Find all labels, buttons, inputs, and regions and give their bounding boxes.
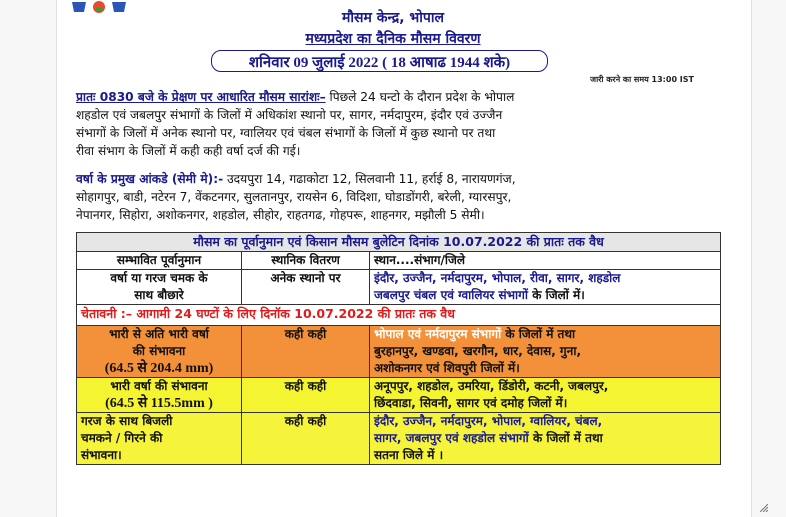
warning-location-line: भोपाल एवं नर्मदापुरम संभागों bbox=[374, 327, 502, 341]
warning-distribution: कही कही bbox=[242, 378, 370, 413]
warning-location bbox=[370, 326, 721, 378]
issue-time: जारी करने का समय 13:00 IST bbox=[590, 75, 694, 84]
warning-banner: चेतावनी :– आगामी 24 घण्टों के लिए दिनॉक 10.07.2022 की प्रातः तक वैध bbox=[77, 305, 721, 326]
warning-label-line: चमकने / गिरने की bbox=[81, 431, 163, 445]
rainfall-line: नेपानगर, सिहोरा, अशोकनगर, शहडोल, सीहोर, राहतगढ, गोहपरू, शाहनगर, मझौली 5 सेमी। bbox=[76, 208, 485, 222]
warning-location bbox=[370, 378, 721, 413]
forecast-possible-line: साथ बौछारे bbox=[134, 288, 184, 302]
forecast-header-row bbox=[77, 252, 721, 270]
warning-label-line: संभावना। bbox=[81, 448, 122, 462]
summary-line: शहडोल एवं जबलपुर संभागों के जिलों में अधिकांश स्थानो पर, सागर, नर्मदापुरम, इंदौर एवं उज्जैन bbox=[76, 108, 503, 122]
warning-banner-row bbox=[77, 305, 721, 326]
warning-location-line: अनूपपुर, शहडोल, उमरिया, डिंडोरी, कटनी, जबलपुर, bbox=[374, 379, 609, 393]
warning-label-line: गरज के साथ बिजली bbox=[81, 414, 173, 428]
warning-location-line: अशोकनगर एवं शिवपुरी जिलों में। bbox=[374, 361, 520, 375]
header-possible: सम्भावित पूर्वानुमान bbox=[77, 252, 242, 270]
warning-location-line: इंदौर, उज्जैन, नर्मदापुरम, भोपाल, ग्वालियर, चंबल, bbox=[374, 414, 603, 428]
warning-distribution: कही कही bbox=[242, 413, 370, 465]
warning-label bbox=[77, 413, 242, 465]
warning-location-line: बुरहानपुर, खण्डवा, खरगौन, धार, देवास, गुना, bbox=[374, 344, 582, 358]
rainfall-lead: वर्षा के प्रमुख आंकडे (सेमी मे):- bbox=[76, 172, 224, 186]
page-title: मौसम केन्द्र, भोपाल bbox=[342, 10, 444, 26]
summary-line: पिछले 24 घन्टो के दौरान प्रदेश के भोपाल bbox=[329, 90, 515, 104]
forecast-location-line: इंदौर, उज्जैन, नर्मदापुरम, भोपाल, रीवा, सागर, शहडोल bbox=[374, 271, 621, 285]
forecast-banner-row bbox=[77, 233, 721, 252]
forecast-banner: मौसम का पूर्वानुमान एवं किसान मौसम बुलेटिन दिनांक 10.07.2022 की प्रातः तक वैध bbox=[77, 233, 721, 252]
resize-handle-icon[interactable] bbox=[760, 504, 768, 512]
warning-location-line: छिंदवाडा, सिवनी, सागर एवं दमोह जिलों में। bbox=[374, 396, 568, 410]
summary-lead: प्रातः 0830 बजे के प्रेक्षण पर आधारित मौसम सारांशः– bbox=[76, 90, 326, 104]
warning-location bbox=[370, 413, 721, 465]
warning-label bbox=[77, 378, 242, 413]
page-subtitle: मध्यप्रदेश का दैनिक मौसम विवरण bbox=[305, 31, 481, 47]
date-line: शनिवार 09 जुलाई 2022 ( 18 आषाढ 1944 शके) bbox=[248, 55, 511, 71]
forecast-location bbox=[370, 270, 721, 305]
forecast-location-suffix: के जिलों में। bbox=[528, 288, 585, 302]
warning-label-line: भारी वर्षा की संभावना bbox=[110, 379, 208, 393]
header-location: स्थान....संभाग/जिले bbox=[370, 252, 721, 270]
warning-row-heavy bbox=[77, 378, 721, 413]
warning-label-line: भारी से अति भारी वर्षा bbox=[109, 327, 209, 341]
summary-line: संभागों के जिलों में अनेक स्थानो पर, ग्वालियर एवं चंबल संभागों के जिलों में कुछ स्थानो पर तथा bbox=[76, 126, 496, 140]
warning-location-suffix: के जिलों में तथा bbox=[501, 327, 576, 341]
forecast-possible bbox=[77, 270, 242, 305]
warning-label bbox=[77, 326, 242, 378]
weather-summary bbox=[76, 88, 716, 160]
warning-range: (64.5 से 115.5mm ) bbox=[105, 396, 213, 411]
warning-location-line: सतना जिले में । bbox=[374, 448, 444, 462]
warning-range: (64.5 से 204.4 mm) bbox=[104, 361, 214, 376]
forecast-row bbox=[77, 270, 721, 305]
forecast-table bbox=[76, 232, 721, 465]
rainfall-line: सोहागपुर, बाडी, नटेरन 7, वेंकटनगर, सुलतानपुर, रायसेन 6, विदिशा, घोडाडोंगरी, बरेली, ग्यारसपुर, bbox=[76, 190, 512, 204]
warning-location-suffix: के जिलों में तथा bbox=[528, 431, 603, 445]
rainfall-line: उदयपुरा 14, गढाकोटा 12, सिलवानी 11, हर्राई 8, नारायणगंज, bbox=[227, 172, 516, 186]
summary-line: रीवा संभाग के जिलों में कही कही वर्षा दर्ज की गई। bbox=[76, 144, 301, 158]
forecast-possible-line: वर्षा या गरज चमक के bbox=[110, 271, 208, 285]
warning-label-line: की संभावना bbox=[132, 344, 186, 358]
warning-distribution: कही कही bbox=[242, 326, 370, 378]
warning-row-very-heavy bbox=[77, 326, 721, 378]
warning-row-thunderstorm bbox=[77, 413, 721, 465]
warning-location-line: सागर, जबलपुर एवं शहडोल संभागों bbox=[374, 431, 529, 445]
forecast-distribution: अनेक स्थानो पर bbox=[242, 270, 370, 305]
forecast-location-line: जबलपुर चंबल एवं ग्वालियर संभागों bbox=[374, 288, 529, 302]
header-distribution: स्थानिक वितरण bbox=[242, 252, 370, 270]
rainfall-figures bbox=[76, 170, 716, 224]
